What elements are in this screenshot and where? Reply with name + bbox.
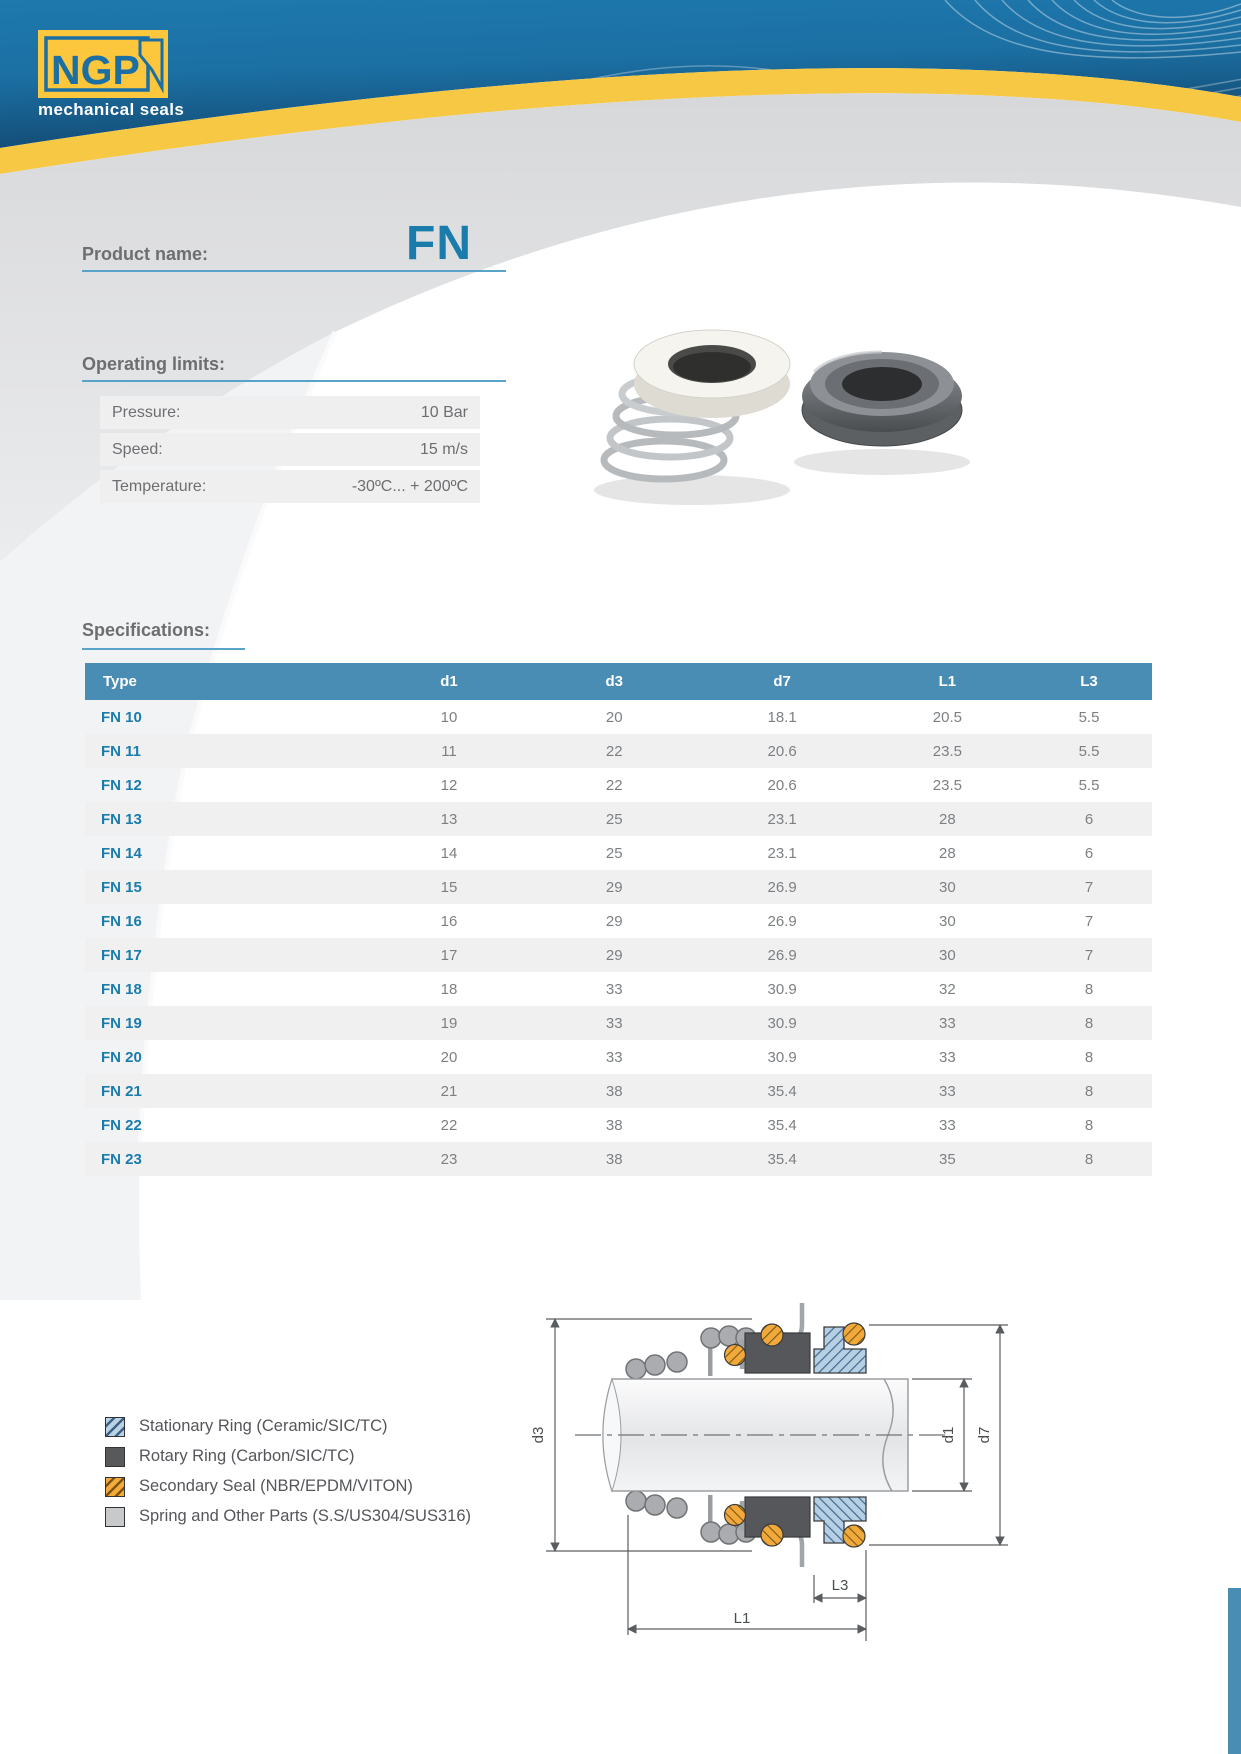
table-row xyxy=(85,938,1152,972)
cell-L3: 5.5 xyxy=(1078,776,1100,794)
legend-item xyxy=(105,1416,471,1437)
operating-limits-title: Operating limits: xyxy=(82,354,226,374)
limit-label: Pressure: xyxy=(112,403,181,421)
legend-item xyxy=(105,1476,471,1497)
table-row xyxy=(85,836,1152,870)
cell-d7: 26.9 xyxy=(696,938,869,972)
seat-ring-photo xyxy=(802,352,962,446)
cell-d7: 30.9 xyxy=(767,980,797,998)
cell-L1: 35 xyxy=(869,1142,1026,1176)
legend-swatch-icon xyxy=(105,1447,125,1467)
specifications-table xyxy=(85,663,1152,1176)
cell-L3: 8 xyxy=(1026,1006,1152,1040)
cell-d3: 38 xyxy=(533,1142,696,1176)
legend-swatch-icon xyxy=(105,1477,125,1497)
legend-swatch-icon xyxy=(105,1507,125,1527)
limit-label: Speed: xyxy=(112,440,163,458)
dim-label-L1: L1 xyxy=(733,1610,751,1627)
legend-swatch-icon xyxy=(105,1417,125,1437)
cell-d3: 29 xyxy=(533,938,696,972)
col-header-d3: d3 xyxy=(533,663,696,700)
photo-shadow-right xyxy=(794,449,970,475)
shaft xyxy=(575,1379,950,1491)
cell-d3: 29 xyxy=(605,912,623,930)
cell-L1: 28 xyxy=(939,844,956,862)
limit-label: Temperature: xyxy=(112,477,207,495)
table-row xyxy=(85,1006,1152,1040)
cell-d3: 38 xyxy=(605,1116,623,1134)
cell-d7: 35.4 xyxy=(767,1116,797,1134)
cell-L1: 30 xyxy=(869,938,1026,972)
cell-d7: 23.1 xyxy=(767,844,797,862)
cell-L1: 20.5 xyxy=(932,708,962,726)
cell-type: FN 12 xyxy=(101,776,142,794)
cell-d7: 20.6 xyxy=(767,776,797,794)
cell-d3: 25 xyxy=(533,802,696,836)
cell-d1: 19 xyxy=(365,1006,533,1040)
spring-seal-photo xyxy=(604,330,790,479)
cell-d3: 33 xyxy=(605,980,623,998)
cell-d7: 35.4 xyxy=(696,1142,869,1176)
table-row xyxy=(85,904,1152,938)
cell-d3: 25 xyxy=(605,844,623,862)
cell-L3: 8 xyxy=(1026,1142,1152,1176)
cell-L3: 5.5 xyxy=(1078,708,1100,726)
secondary-seal-oring xyxy=(843,1323,865,1345)
cell-L3: 7 xyxy=(1084,912,1094,930)
page-edge-accent xyxy=(1228,1588,1241,1754)
brand-tagline: mechanical seals xyxy=(38,100,185,119)
dim-label-L3: L3 xyxy=(831,1577,849,1594)
col-header-d7: d7 xyxy=(696,663,869,700)
operating-limits-list xyxy=(100,396,480,507)
col-header-L3: L3 xyxy=(1026,663,1152,700)
cell-d1: 21 xyxy=(365,1074,533,1108)
legend-label: Rotary Ring (Carbon/SIC/TC) xyxy=(139,1447,355,1465)
cell-d1: 20 xyxy=(440,1048,458,1066)
cell-type: FN 22 xyxy=(101,1116,142,1134)
limit-value: 15 m/s xyxy=(419,440,468,458)
cell-d1: 22 xyxy=(440,1116,458,1134)
cell-d1: 14 xyxy=(440,844,458,862)
table-row xyxy=(85,768,1152,802)
dim-label-d1: d1 xyxy=(940,1426,957,1444)
cell-d3: 33 xyxy=(605,1048,623,1066)
table-row xyxy=(85,1040,1152,1074)
table-row xyxy=(85,1074,1152,1108)
cell-L1: 23.5 xyxy=(869,734,1026,768)
cell-L1: 30 xyxy=(869,870,1026,904)
cell-L3: 6 xyxy=(1084,844,1094,862)
cell-d1: 11 xyxy=(365,734,533,768)
table-row xyxy=(85,700,1152,734)
cell-d1: 10 xyxy=(440,708,458,726)
cell-L1: 33 xyxy=(939,1116,956,1134)
table-row xyxy=(85,972,1152,1006)
cell-d1: 18 xyxy=(440,980,458,998)
specifications-title: Specifications: xyxy=(82,620,211,640)
cell-type: FN 23 xyxy=(85,1142,365,1176)
specifications-underline xyxy=(82,648,245,650)
cell-d3: 22 xyxy=(605,776,623,794)
cell-L1: 32 xyxy=(939,980,956,998)
table-row xyxy=(85,802,1152,836)
cell-L3: 7 xyxy=(1026,870,1152,904)
cell-L1: 23.5 xyxy=(932,776,962,794)
cell-d1: 15 xyxy=(365,870,533,904)
cell-type: FN 16 xyxy=(101,912,142,930)
table-row xyxy=(85,1142,1152,1176)
cell-type: FN 17 xyxy=(85,938,365,972)
table-row xyxy=(85,1108,1152,1142)
cell-L1: 30 xyxy=(939,912,956,930)
operating-limit-row xyxy=(100,396,480,429)
cell-d3: 20 xyxy=(605,708,623,726)
cell-type: FN 10 xyxy=(101,708,142,726)
dim-label-d7: d7 xyxy=(976,1426,993,1444)
cell-type: FN 18 xyxy=(101,980,142,998)
cell-d7: 26.9 xyxy=(696,870,869,904)
cell-d1: 17 xyxy=(365,938,533,972)
secondary-seal-oring xyxy=(725,1345,746,1366)
legend-item xyxy=(105,1506,471,1527)
cell-d1: 16 xyxy=(440,912,458,930)
limit-value: -30ºC... + 200ºC xyxy=(351,477,468,495)
seal-assembly xyxy=(725,1303,867,1373)
product-name-value: FN xyxy=(406,217,472,270)
cell-d7: 26.9 xyxy=(767,912,797,930)
cell-d7: 30.9 xyxy=(696,1006,869,1040)
cell-type: FN 13 xyxy=(85,802,365,836)
cell-L3: 8 xyxy=(1084,1048,1094,1066)
cell-d7: 23.1 xyxy=(696,802,869,836)
cell-d7: 20.6 xyxy=(696,734,869,768)
cell-L3: 8 xyxy=(1026,1074,1152,1108)
cell-type: FN 20 xyxy=(101,1048,142,1066)
cell-d1: 12 xyxy=(440,776,458,794)
col-header-L1: L1 xyxy=(869,663,1026,700)
cell-type: FN 11 xyxy=(85,734,365,768)
col-header-d1: d1 xyxy=(365,663,533,700)
cell-type: FN 21 xyxy=(85,1074,365,1108)
product-photo xyxy=(552,272,992,517)
cell-d3: 29 xyxy=(533,870,696,904)
cell-L3: 5.5 xyxy=(1026,734,1152,768)
cell-L3: 8 xyxy=(1084,1116,1094,1134)
cell-type: FN 14 xyxy=(101,844,142,862)
cell-d3: 38 xyxy=(533,1074,696,1108)
cell-L1: 28 xyxy=(869,802,1026,836)
cell-d7: 18.1 xyxy=(767,708,797,726)
cell-L3: 8 xyxy=(1084,980,1094,998)
seal-cross-section-diagram xyxy=(480,1285,1040,1695)
cell-L3: 7 xyxy=(1026,938,1152,972)
secondary-seal-oring xyxy=(761,1324,783,1346)
dim-label-d3: d3 xyxy=(530,1426,547,1444)
table-header-row xyxy=(85,663,1152,700)
cell-L1: 33 xyxy=(869,1074,1026,1108)
cell-L1: 33 xyxy=(869,1006,1026,1040)
operating-limits-underline xyxy=(82,380,506,382)
legend-label: Stationary Ring (Ceramic/SIC/TC) xyxy=(139,1417,388,1435)
materials-legend xyxy=(105,1416,471,1536)
operating-limit-row xyxy=(100,433,480,466)
legend-label: Spring and Other Parts (S.S/US304/SUS316) xyxy=(139,1507,471,1525)
cell-d3: 22 xyxy=(533,734,696,768)
limit-value: 10 Bar xyxy=(420,403,468,421)
cell-type: FN 19 xyxy=(85,1006,365,1040)
cell-d1: 23 xyxy=(365,1142,533,1176)
cell-d7: 30.9 xyxy=(767,1048,797,1066)
cell-d1: 13 xyxy=(365,802,533,836)
operating-limit-row xyxy=(100,470,480,503)
table-row xyxy=(85,870,1152,904)
cell-d3: 33 xyxy=(533,1006,696,1040)
legend-item xyxy=(105,1446,471,1467)
cell-L1: 33 xyxy=(939,1048,956,1066)
spec-table-body xyxy=(85,700,1152,1176)
product-name-label: Product name: xyxy=(82,244,209,264)
cell-d7: 35.4 xyxy=(696,1074,869,1108)
cell-L3: 6 xyxy=(1026,802,1152,836)
col-header-type: Type xyxy=(85,663,365,700)
table-row xyxy=(85,734,1152,768)
legend-label: Secondary Seal (NBR/EPDM/VITON) xyxy=(139,1477,413,1495)
logo-text: NGP xyxy=(51,47,140,93)
cell-type: FN 15 xyxy=(85,870,365,904)
